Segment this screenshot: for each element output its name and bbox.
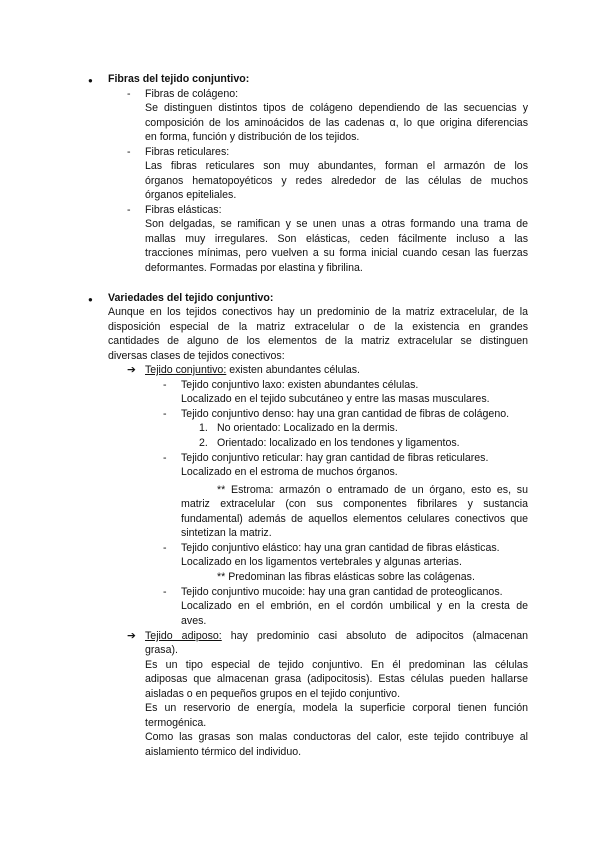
dash-bullet: - — [127, 146, 131, 158]
arrow-bullet-icon: ➔ — [127, 364, 136, 376]
intro-line: disposición especial de la matriz extracelular o de la existencia en grandes — [108, 321, 528, 333]
section-title-variedades: Variedades del tejido conjuntivo: — [108, 292, 274, 304]
adiposo-heading — [145, 630, 528, 643]
intro-line: cantidades de alguno de los elementos de la matriz extracelular se distinguen — [108, 335, 528, 347]
estroma-note: matriz extracelular (con sus componentes fibrilares y sustancia — [181, 498, 528, 510]
estroma-note: fundamental) además de aquellos elementos celulares conectivos que — [181, 513, 528, 525]
adiposo-line: termogénica. — [145, 717, 207, 729]
elasticas-line: tracciones mínimas, pero vuelven a su forma inicial cuando cesan las fuerzas — [145, 247, 528, 259]
list-number: 2. — [199, 437, 208, 449]
dash-bullet: - — [163, 408, 167, 420]
colageno-heading: Fibras de colágeno: — [145, 88, 239, 100]
reticular-line: Localizado en el estroma de muchos órganos. — [181, 466, 398, 478]
conjuntivo-rest: existen abundantes células. — [226, 364, 360, 376]
reticular-line: Tejido conjuntivo reticular: hay gran cantidad de fibras reticulares. — [181, 452, 489, 464]
adiposo-line: grasa). — [145, 644, 178, 656]
estroma-note: sintetizan la matriz. — [181, 527, 272, 539]
dash-bullet: - — [163, 542, 167, 554]
adiposo-line: aislamiento térmico del individuo. — [145, 746, 302, 758]
elasticas-line: deformantes. Formadas por elastina y fibrilina. — [145, 262, 363, 274]
adiposo-label: Tejido adiposo: — [145, 630, 222, 642]
reticulares-line: órganos epiteliales. — [145, 189, 237, 201]
elasticas-heading: Fibras elásticas: — [145, 204, 222, 216]
intro-line: diversas clases de tejidos conectivos: — [108, 350, 285, 362]
dash-bullet: - — [127, 88, 131, 100]
colageno-line: Se distinguen distintos tipos de colágeno dependiendo de las secuencias y — [145, 102, 528, 114]
elasticas-line: Son delgadas, se ramifican y se unen unas a otras formando una trama de — [145, 218, 528, 230]
conjuntivo-heading — [145, 364, 360, 377]
denso-item: Orientado: localizado en los tendones y ligamentos. — [217, 437, 460, 449]
mucoide-line: Localizado en el embrión, en el cordón umbilical y en la cresta de — [181, 600, 528, 612]
elastico-note: ** Predominan las fibras elásticas sobre las colágenas. — [217, 571, 475, 583]
adiposo-line: Es un tipo especial de tejido conjuntivo. En él predominan las células — [145, 659, 528, 671]
adiposo-line: adiposas que almacenan grasa (adipocitosis). Estas células pueden hallarse — [145, 673, 528, 685]
adiposo-line: Es un reservorio de energía, modela la superficie corporal tienen función — [145, 702, 528, 714]
elastico-line: Localizado en los ligamentos vertebrales y algunas arterias. — [181, 556, 462, 568]
mucoide-line: Tejido conjuntivo mucoide: hay una gran cantidad de proteoglicanos. — [181, 586, 503, 598]
reticulares-line: Las fibras reticulares son muy abundantes, forman el armazón de los — [145, 160, 528, 172]
elastico-line: Tejido conjuntivo elástico: hay una gran cantidad de fibras elásticas. — [181, 542, 500, 554]
denso-item: No orientado: Localizado en la dermis. — [217, 422, 398, 434]
reticulares-line: órganos hematopoyéticos y redes alrededor de las células de muchos — [145, 175, 528, 187]
mucoide-line: aves. — [181, 615, 207, 627]
adiposo-line: aisladas o en pequeños grupos en el tejido conjuntivo. — [145, 688, 401, 700]
dash-bullet: - — [127, 204, 131, 216]
dash-bullet: - — [163, 379, 167, 391]
bullet-dot-icon: ● — [88, 76, 93, 85]
adiposo-rest: hay predominio casi absoluto de adipocitos (almacenan — [221, 630, 528, 642]
conjuntivo-label: Tejido conjuntivo: — [145, 364, 227, 376]
laxo-line: Tejido conjuntivo laxo: existen abundantes células. — [181, 379, 419, 391]
list-number: 1. — [199, 422, 208, 434]
elasticas-line: mallas muy irregulares. Son elásticas, ceden fácilmente incluso a las — [145, 233, 528, 245]
estroma-note: ** Estroma: armazón o entramado de un órgano, esto es, su — [217, 484, 528, 496]
colageno-line: composición de los aminoácidos de las cadenas α, lo que origina diferencias — [145, 117, 528, 129]
adiposo-line: Como las grasas son malas conductoras del calor, este tejido contribuye al — [145, 731, 528, 743]
intro-line: Aunque en los tejidos conectivos hay un predominio de la matriz extracelular, de la — [108, 306, 528, 318]
denso-line: Tejido conjuntivo denso: hay una gran cantidad de fibras de colágeno. — [181, 408, 510, 420]
dash-bullet: - — [163, 586, 167, 598]
section-title-fibras: Fibras del tejido conjuntivo: — [108, 73, 250, 85]
bullet-dot-icon: ● — [88, 295, 93, 304]
arrow-bullet-icon: ➔ — [127, 630, 136, 642]
colageno-line: en forma, función y distribución de los tejidos. — [145, 131, 360, 143]
dash-bullet: - — [163, 452, 167, 464]
reticulares-heading: Fibras reticulares: — [145, 146, 230, 158]
laxo-line: Localizado en el tejido subcutáneo y entre las masas musculares. — [181, 393, 490, 405]
